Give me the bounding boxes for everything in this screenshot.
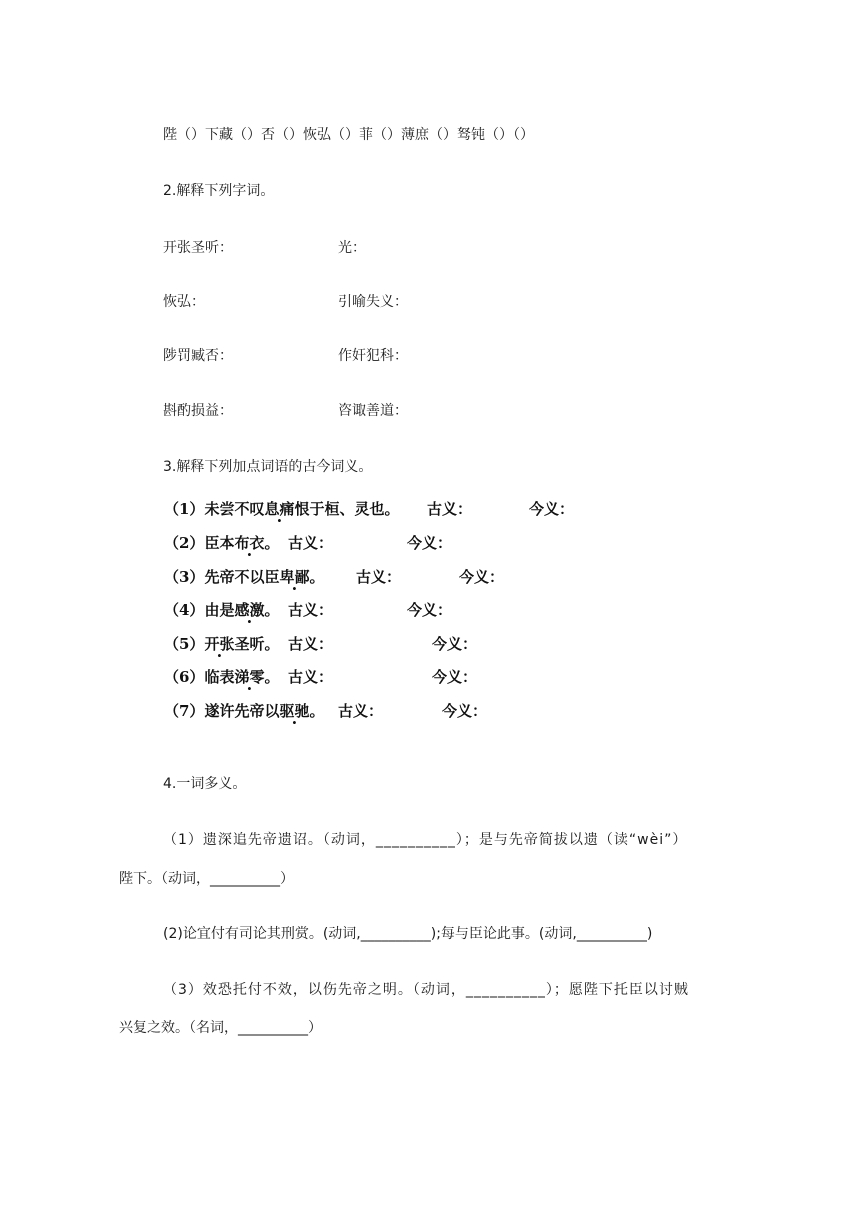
q4-para-3a: （3）效恐托付不效，以伤先帝之明。（动词，__________）；愿陛下托臣以讨贼 <box>163 982 689 998</box>
q2-row-1-right: 光： <box>338 240 366 256</box>
q3-item-3-jin: 今义： <box>459 568 505 586</box>
q4-para-3b: 兴复之效。（名词，__________） <box>119 1020 322 1036</box>
q4-title: 4.一词多义。 <box>163 776 247 792</box>
q3-item-7-gu: 古义： <box>338 702 384 720</box>
q3-item-5-jin: 今义： <box>432 635 478 653</box>
q3-item-6-gu: 古义： <box>288 668 334 686</box>
q3-item-2: （2）臣本布衣。 <box>164 534 280 552</box>
q4-para-1a: （1）遗深追先帝遗诏。（动词，__________）；是与先帝简拔以遗（读“wèi”） <box>163 832 688 848</box>
q3-item-6: （6）临表涕零。 <box>164 668 280 686</box>
q3-item-2-jin: 今义： <box>407 534 453 552</box>
q2-row-1-left: 开张圣听： <box>163 240 233 256</box>
q3-item-1: （1）未尝不叹息痛恨于桓、灵也。 <box>164 500 400 518</box>
q2-row-3-right: 作奸犯科： <box>338 348 408 364</box>
q2-row-2-left: 恢弘： <box>163 294 205 310</box>
q3-list <box>162 488 575 730</box>
q3-title: 3.解释下列加点词语的古今词义。 <box>163 459 373 475</box>
q3-item-4-jin: 今义： <box>407 601 453 619</box>
q3-item-5-gu: 古义： <box>288 635 334 653</box>
q3-item-6-jin: 今义： <box>432 668 478 686</box>
q3-item-4-gu: 古义： <box>288 601 334 619</box>
q2-row-4-right: 咨诹善道： <box>338 403 408 419</box>
q2-row-4-left: 斟酌损益： <box>163 403 233 419</box>
q3-item-2-gu: 古义： <box>288 534 334 552</box>
q4-para-2: (2)论宜付有司论其刑赏。(动词,__________);每与臣论此事。(动词,__________) <box>163 926 653 942</box>
q2-title: 2.解释下列字词。 <box>163 183 275 199</box>
q3-item-3: （3）先帝不以臣卑鄙。 <box>164 568 325 586</box>
q3-item-4: （4）由是感激。 <box>164 601 280 619</box>
q3-item-3-gu: 古义： <box>356 568 402 586</box>
q2-row-2-right: 引喻失义： <box>338 294 408 310</box>
q3-item-5: （5）开张圣听。 <box>164 635 280 653</box>
q3-item-7: （7）遂许先帝以驱驰。 <box>164 702 325 720</box>
q1-line: 陛（）下藏（）否（）恢弘（）菲（）薄庶（）驽钝（）（） <box>163 127 534 143</box>
q3-item-1-jin: 今义： <box>529 500 575 518</box>
q2-row-3-left: 陟罚臧否： <box>163 348 233 364</box>
q3-item-7-jin: 今义： <box>442 702 488 720</box>
q4-para-1b: 陛下。（动词，__________） <box>119 871 294 887</box>
q3-item-1-gu: 古义： <box>427 500 473 518</box>
